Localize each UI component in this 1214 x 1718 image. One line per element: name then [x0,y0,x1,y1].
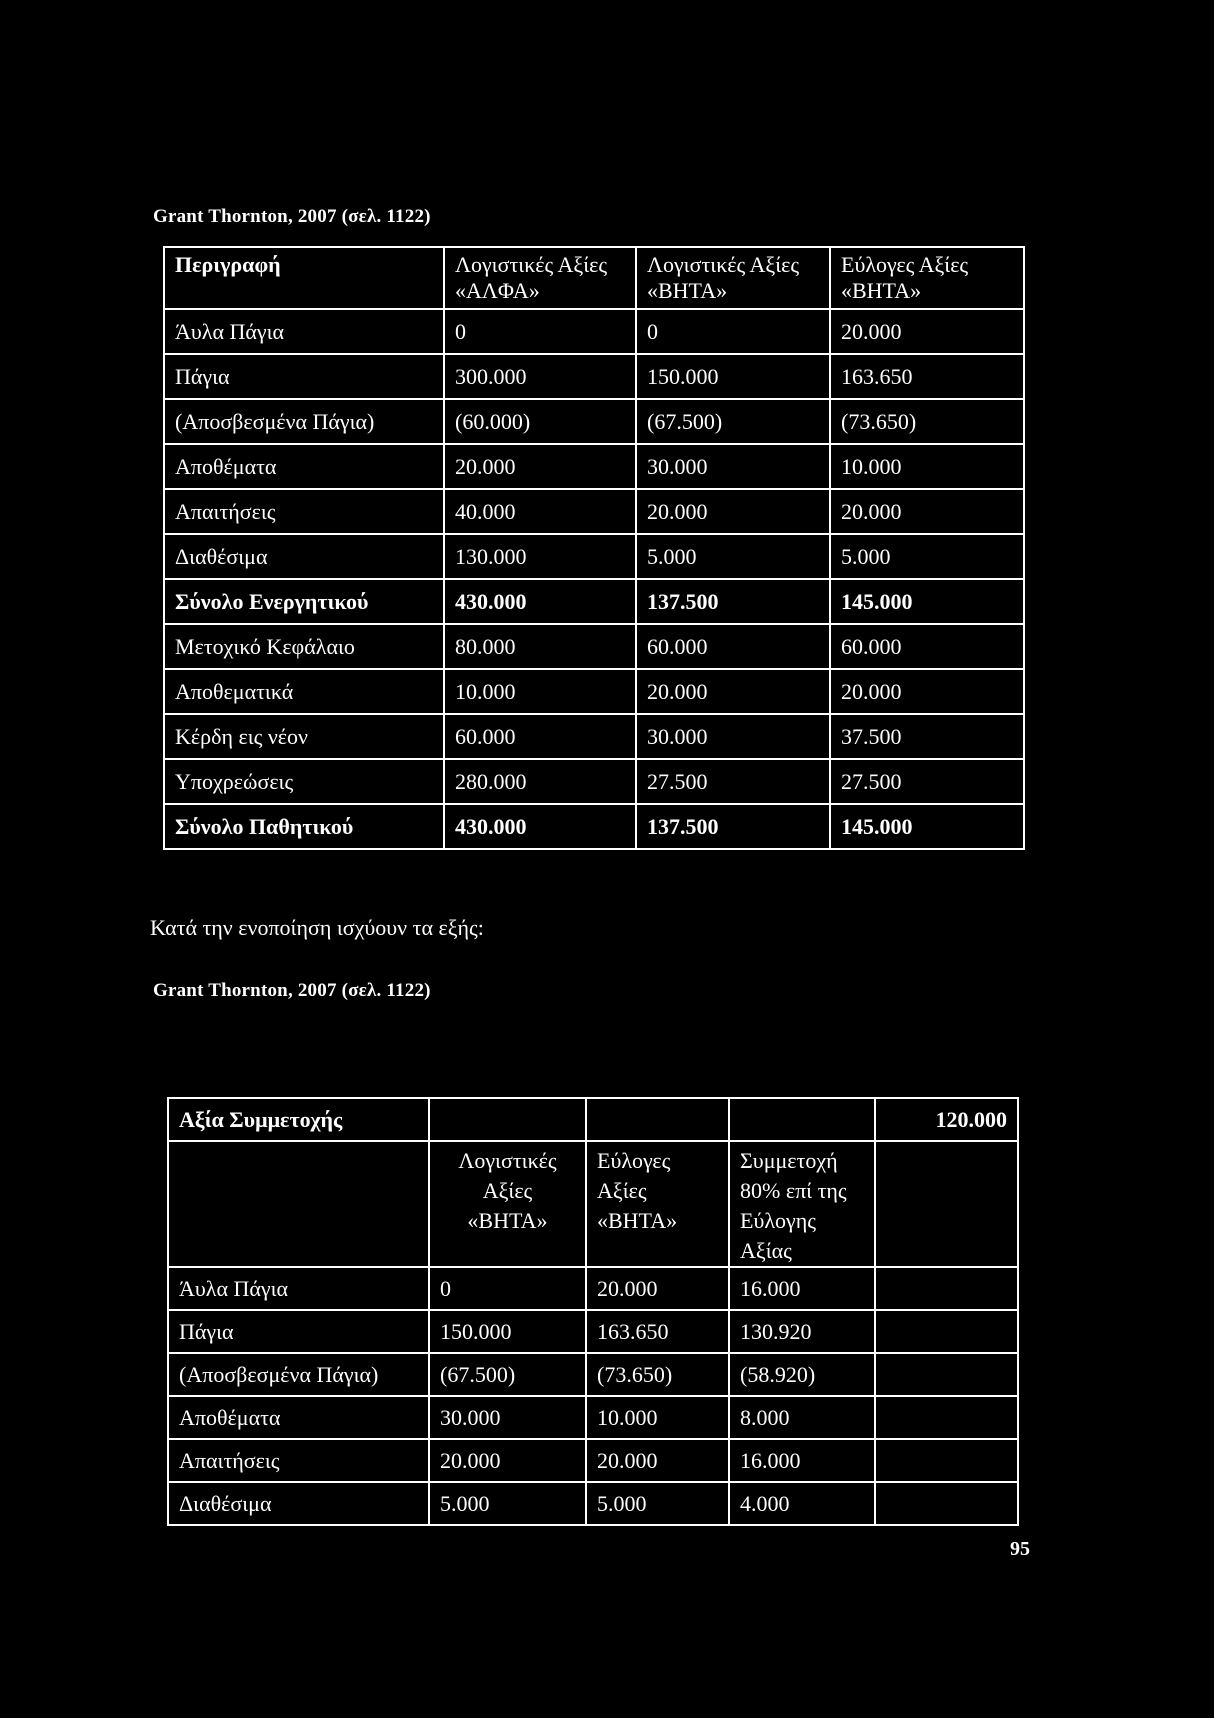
table-row [168,1353,1018,1396]
empty-cell [875,1141,1018,1267]
empty-cell [875,1353,1018,1396]
row-label: Σύνολο Ενεργητικού [164,579,444,624]
cell-value: 8.000 [729,1396,875,1439]
cell-value: 0 [429,1267,586,1310]
cell-value: 27.500 [830,759,1024,804]
cell-value: 280.000 [444,759,636,804]
row-label: Αποθεματικά [164,669,444,714]
total-liabilities-row [164,804,1024,849]
cell-value: 80.000 [444,624,636,669]
table-row [168,1267,1018,1310]
cell-value: 16.000 [729,1267,875,1310]
cell-value: 20.000 [444,444,636,489]
table-header-row [168,1141,1018,1267]
row-label: Υποχρεώσεις [164,759,444,804]
row-label: Αποθέματα [164,444,444,489]
empty-cell [586,1098,729,1141]
cell-value: 10.000 [444,669,636,714]
cell-value: (67.500) [429,1353,586,1396]
intro-text: Κατά την ενοποίηση ισχύουν τα εξής: [150,915,484,940]
cell-value: 137.500 [636,804,830,849]
cell-value: 145.000 [830,579,1024,624]
cell-value: 60.000 [444,714,636,759]
table-row [164,354,1024,399]
cell-value: 10.000 [830,444,1024,489]
row-label: Πάγια [164,354,444,399]
cell-value: 5.000 [429,1482,586,1525]
cell-value: 430.000 [444,804,636,849]
cell-value: 130.920 [729,1310,875,1353]
row-label: Σύνολο Παθητικού [164,804,444,849]
empty-cell [875,1310,1018,1353]
cell-value: 163.650 [830,354,1024,399]
table-row [168,1396,1018,1439]
cell-value: 20.000 [830,489,1024,534]
source-citation-1: Grant Thornton, 2007 (σελ. 1122) [153,206,431,227]
cell-value: 30.000 [636,444,830,489]
cell-value: 300.000 [444,354,636,399]
cell-value: 4.000 [729,1482,875,1525]
table-row [164,624,1024,669]
table-row [164,669,1024,714]
cell-value: 60.000 [636,624,830,669]
cell-value: 130.000 [444,534,636,579]
participation-title: Αξία Συμμετοχής [168,1098,429,1141]
empty-cell [875,1482,1018,1525]
cell-value: 430.000 [444,579,636,624]
header-book-values-beta: Λογιστικές Αξίες «ΒΗΤΑ» [636,247,830,309]
table-row [164,489,1024,534]
cell-value: 163.650 [586,1310,729,1353]
table-row [168,1439,1018,1482]
participation-value-row [168,1098,1018,1141]
header-fair-values-beta: Εύλογες Αξίες «ΒΗΤΑ» [830,247,1024,309]
header-fair-values-beta: Εύλογες Αξίες «ΒΗΤΑ» [586,1141,729,1267]
cell-value: 5.000 [636,534,830,579]
page-number: 95 [1010,1538,1030,1560]
cell-value: (73.650) [830,399,1024,444]
cell-value: (73.650) [586,1353,729,1396]
cell-value: 30.000 [429,1396,586,1439]
cell-value: (58.920) [729,1353,875,1396]
row-label: Διαθέσιμα [164,534,444,579]
row-label: Απαιτήσεις [168,1439,429,1482]
cell-value: 20.000 [636,489,830,534]
empty-cell [729,1098,875,1141]
row-label: Διαθέσιμα [168,1482,429,1525]
empty-cell [875,1267,1018,1310]
row-label: Κέρδη εις νέον [164,714,444,759]
row-label: Πάγια [168,1310,429,1353]
table-header-row [164,247,1024,309]
cell-value: 10.000 [586,1396,729,1439]
cell-value: 30.000 [636,714,830,759]
cell-value: (67.500) [636,399,830,444]
cell-value: 5.000 [830,534,1024,579]
cell-value: 40.000 [444,489,636,534]
table-row [168,1310,1018,1353]
cell-value: 150.000 [636,354,830,399]
participation-value: 120.000 [875,1098,1018,1141]
cell-value: 150.000 [429,1310,586,1353]
cell-value: 20.000 [429,1439,586,1482]
participation-table [167,1097,1019,1526]
cell-value: 60.000 [830,624,1024,669]
cell-value: 0 [444,309,636,354]
table-row [164,534,1024,579]
empty-cell [875,1439,1018,1482]
cell-value: 37.500 [830,714,1024,759]
row-label: (Αποσβεσμένα Πάγια) [168,1353,429,1396]
header-participation-share: Συμμετοχή 80% επί της Εύλογης Αξίας [729,1141,875,1267]
table-row [168,1482,1018,1525]
cell-value: 137.500 [636,579,830,624]
header-book-values-alpha: Λογιστικές Αξίες «ΑΛΦΑ» [444,247,636,309]
cell-value: 20.000 [830,669,1024,714]
empty-cell [168,1141,429,1267]
cell-value: 20.000 [830,309,1024,354]
table-row [164,399,1024,444]
row-label: Αποθέματα [168,1396,429,1439]
cell-value: 27.500 [636,759,830,804]
cell-value: 5.000 [586,1482,729,1525]
table-row [164,309,1024,354]
header-description: Περιγραφή [164,247,444,309]
row-label: Άυλα Πάγια [168,1267,429,1310]
empty-cell [429,1098,586,1141]
row-label: Άυλα Πάγια [164,309,444,354]
table-row [164,444,1024,489]
cell-value: (60.000) [444,399,636,444]
cell-value: 0 [636,309,830,354]
table-row [164,714,1024,759]
cell-value: 145.000 [830,804,1024,849]
cell-value: 20.000 [636,669,830,714]
table-row [164,759,1024,804]
header-book-values-beta: Λογιστικές Αξίες «ΒΗΤΑ» [429,1141,586,1267]
balance-sheet-table [163,246,1025,850]
row-label: Απαιτήσεις [164,489,444,534]
total-assets-row [164,579,1024,624]
empty-cell [875,1396,1018,1439]
source-citation-2: Grant Thornton, 2007 (σελ. 1122) [153,980,431,1001]
row-label: Μετοχικό Κεφάλαιο [164,624,444,669]
cell-value: 20.000 [586,1267,729,1310]
cell-value: 20.000 [586,1439,729,1482]
row-label: (Αποσβεσμένα Πάγια) [164,399,444,444]
cell-value: 16.000 [729,1439,875,1482]
